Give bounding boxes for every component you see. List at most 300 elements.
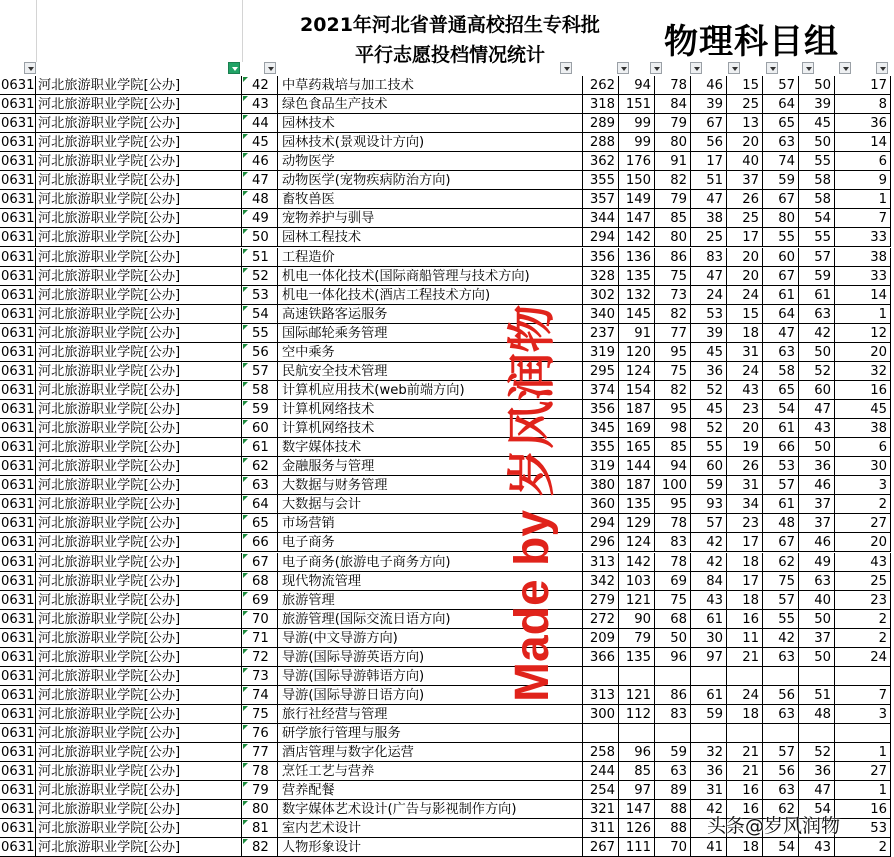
value-cell[interactable]: 45 [691,343,727,362]
value-cell[interactable]: 187 [619,476,655,495]
value-cell[interactable]: 38 [835,419,891,438]
value-cell[interactable]: 63 [799,572,835,591]
value-cell[interactable]: 20 [727,133,763,152]
value-cell[interactable]: 75 [763,572,799,591]
value-cell[interactable]: 16 [727,781,763,800]
value-cell[interactable]: 52 [799,362,835,381]
value-cell[interactable]: 95 [655,343,691,362]
value-cell[interactable]: 61 [763,419,799,438]
major-number-cell[interactable]: 44 [242,114,278,133]
value-cell[interactable] [583,724,619,743]
major-number-cell[interactable]: 45 [242,133,278,152]
filter-dropdown-button[interactable] [650,62,662,74]
value-cell[interactable]: 3 [835,476,891,495]
value-cell[interactable]: 45 [799,114,835,133]
value-cell[interactable]: 33 [835,228,891,247]
value-cell[interactable]: 63 [763,781,799,800]
value-cell[interactable]: 36 [835,114,891,133]
value-cell[interactable]: 25 [727,95,763,114]
major-number-cell[interactable]: 47 [242,171,278,190]
school-cell[interactable]: 河北旅游职业学院[公办] [36,686,242,705]
value-cell[interactable]: 2 [835,629,891,648]
school-cell[interactable]: 河北旅游职业学院[公办] [36,838,242,857]
value-cell[interactable]: 82 [655,171,691,190]
code-cell[interactable]: 0631 [1,459,35,475]
major-name-cell[interactable]: 动物医学 [278,152,583,171]
value-cell[interactable]: 302 [583,286,619,305]
value-cell[interactable]: 30 [835,457,891,476]
value-cell[interactable]: 83 [655,705,691,724]
value-cell[interactable]: 58 [763,362,799,381]
value-cell[interactable]: 38 [835,248,891,267]
value-cell[interactable]: 63 [763,705,799,724]
code-cell[interactable]: 0631 [1,363,35,379]
value-cell[interactable]: 16 [727,610,763,629]
value-cell[interactable]: 61 [763,495,799,514]
value-cell[interactable]: 57 [763,476,799,495]
value-cell[interactable]: 18 [727,838,763,857]
major-name-cell[interactable]: 大数据与会计 [278,495,583,514]
filter-active-button[interactable] [228,62,240,74]
value-cell[interactable]: 356 [583,248,619,267]
value-cell[interactable]: 319 [583,343,619,362]
value-cell[interactable]: 288 [583,133,619,152]
value-cell[interactable]: 91 [655,152,691,171]
school-cell[interactable]: 河北旅游职业学院[公办] [36,400,242,419]
value-cell[interactable]: 63 [763,133,799,152]
code-cell[interactable]: 0631 [1,764,35,780]
value-cell[interactable]: 60 [691,457,727,476]
value-cell[interactable]: 37 [799,514,835,533]
value-cell[interactable]: 55 [799,152,835,171]
value-cell[interactable]: 82 [655,305,691,324]
major-name-cell[interactable]: 营养配餐 [278,781,583,800]
value-cell[interactable]: 21 [727,743,763,762]
value-cell[interactable]: 43 [835,553,891,572]
major-number-cell[interactable]: 64 [242,495,278,514]
value-cell[interactable]: 355 [583,171,619,190]
value-cell[interactable]: 24 [835,648,891,667]
value-cell[interactable]: 57 [691,514,727,533]
code-cell[interactable]: 0631 [1,287,35,303]
value-cell[interactable]: 2 [835,610,891,629]
value-cell[interactable]: 59 [763,171,799,190]
major-name-cell[interactable]: 园林技术 [278,114,583,133]
value-cell[interactable]: 357 [583,190,619,209]
school-cell[interactable]: 河北旅游职业学院[公办] [36,667,242,686]
value-cell[interactable]: 59 [655,743,691,762]
value-cell[interactable]: 61 [763,286,799,305]
school-cell[interactable]: 河北旅游职业学院[公办] [36,724,242,743]
major-number-cell[interactable]: 46 [242,152,278,171]
value-cell[interactable] [619,667,655,686]
value-cell[interactable]: 26 [727,190,763,209]
code-cell[interactable]: 0631 [1,230,35,246]
value-cell[interactable]: 142 [619,228,655,247]
value-cell[interactable]: 24 [727,686,763,705]
filter-dropdown-button[interactable] [560,62,572,74]
school-cell[interactable]: 河北旅游职业学院[公办] [36,305,242,324]
value-cell[interactable]: 19 [727,438,763,457]
value-cell[interactable]: 39 [799,95,835,114]
major-name-cell[interactable]: 电子商务 [278,533,583,552]
value-cell[interactable]: 176 [619,152,655,171]
code-cell[interactable]: 0631 [1,421,35,437]
value-cell[interactable]: 46 [691,76,727,95]
value-cell[interactable]: 88 [655,800,691,819]
value-cell[interactable]: 84 [691,572,727,591]
value-cell[interactable]: 95 [655,495,691,514]
value-cell[interactable]: 80 [763,209,799,228]
filter-dropdown-button[interactable] [617,62,629,74]
value-cell[interactable]: 126 [619,819,655,838]
major-number-cell[interactable]: 77 [242,743,278,762]
value-cell[interactable]: 344 [583,209,619,228]
major-number-cell[interactable]: 66 [242,533,278,552]
value-cell[interactable]: 13 [727,114,763,133]
major-number-cell[interactable]: 56 [242,343,278,362]
major-name-cell[interactable]: 市场营销 [278,514,583,533]
value-cell[interactable]: 75 [655,267,691,286]
major-number-cell[interactable]: 68 [242,572,278,591]
school-cell[interactable]: 河北旅游职业学院[公办] [36,419,242,438]
value-cell[interactable]: 85 [655,209,691,228]
major-name-cell[interactable]: 现代物流管理 [278,572,583,591]
value-cell[interactable]: 295 [583,362,619,381]
value-cell[interactable]: 18 [727,705,763,724]
value-cell[interactable]: 132 [619,286,655,305]
school-cell[interactable]: 河北旅游职业学院[公办] [36,152,242,171]
value-cell[interactable]: 59 [691,476,727,495]
school-cell[interactable]: 河北旅游职业学院[公办] [36,133,242,152]
value-cell[interactable]: 2 [835,838,891,857]
value-cell[interactable]: 43 [727,381,763,400]
major-name-cell[interactable]: 国际邮轮乘务管理 [278,324,583,343]
value-cell[interactable]: 50 [655,629,691,648]
value-cell[interactable]: 311 [583,819,619,838]
value-cell[interactable]: 79 [655,190,691,209]
major-number-cell[interactable]: 82 [242,838,278,857]
value-cell[interactable]: 120 [619,343,655,362]
value-cell[interactable]: 24 [691,286,727,305]
value-cell[interactable]: 135 [619,648,655,667]
value-cell[interactable]: 17 [835,76,891,95]
school-cell[interactable]: 河北旅游职业学院[公办] [36,819,242,838]
value-cell[interactable]: 51 [799,686,835,705]
code-cell[interactable]: 0631 [1,821,35,837]
major-number-cell[interactable]: 79 [242,781,278,800]
school-cell[interactable]: 河北旅游职业学院[公办] [36,267,242,286]
value-cell[interactable]: 75 [655,591,691,610]
school-cell[interactable]: 河北旅游职业学院[公办] [36,591,242,610]
major-number-cell[interactable]: 43 [242,95,278,114]
code-cell[interactable]: 0631 [1,135,35,151]
value-cell[interactable]: 48 [763,514,799,533]
major-name-cell[interactable]: 计算机网络技术 [278,419,583,438]
school-cell[interactable]: 河北旅游职业学院[公办] [36,248,242,267]
value-cell[interactable]: 142 [619,553,655,572]
value-cell[interactable]: 96 [619,743,655,762]
value-cell[interactable]: 86 [655,248,691,267]
value-cell[interactable]: 85 [619,762,655,781]
value-cell[interactable]: 209 [583,629,619,648]
code-cell[interactable]: 0631 [1,840,35,856]
value-cell[interactable]: 16 [835,381,891,400]
value-cell[interactable]: 356 [583,400,619,419]
major-name-cell[interactable]: 室内艺术设计 [278,819,583,838]
value-cell[interactable]: 18 [727,324,763,343]
value-cell[interactable]: 68 [655,610,691,629]
value-cell[interactable]: 34 [727,495,763,514]
value-cell[interactable]: 319 [583,457,619,476]
value-cell[interactable]: 36 [691,762,727,781]
major-name-cell[interactable]: 工程造价 [278,248,583,267]
school-cell[interactable]: 河北旅游职业学院[公办] [36,648,242,667]
value-cell[interactable]: 135 [619,495,655,514]
value-cell[interactable]: 17 [691,152,727,171]
value-cell[interactable]: 345 [583,419,619,438]
value-cell[interactable]: 43 [799,838,835,857]
value-cell[interactable]: 294 [583,228,619,247]
value-cell[interactable]: 51 [691,171,727,190]
major-number-cell[interactable]: 73 [242,667,278,686]
code-cell[interactable]: 0631 [1,783,35,799]
value-cell[interactable]: 25 [727,209,763,228]
value-cell[interactable]: 20 [727,419,763,438]
value-cell[interactable]: 40 [727,152,763,171]
major-number-cell[interactable]: 60 [242,419,278,438]
value-cell[interactable]: 67 [763,190,799,209]
value-cell[interactable]: 36 [799,762,835,781]
value-cell[interactable]: 23 [835,591,891,610]
value-cell[interactable]: 7 [835,686,891,705]
value-cell[interactable]: 149 [619,190,655,209]
code-cell[interactable]: 0631 [1,535,35,551]
filter-dropdown-button[interactable] [264,62,276,74]
value-cell[interactable]: 80 [655,133,691,152]
value-cell[interactable]: 20 [835,343,891,362]
value-cell[interactable]: 321 [583,800,619,819]
value-cell[interactable]: 42 [799,324,835,343]
value-cell[interactable]: 151 [619,95,655,114]
major-name-cell[interactable]: 研学旅行管理与服务 [278,724,583,743]
value-cell[interactable]: 50 [799,648,835,667]
value-cell[interactable]: 30 [691,629,727,648]
value-cell[interactable]: 124 [619,362,655,381]
school-cell[interactable]: 河北旅游职业学院[公办] [36,572,242,591]
value-cell[interactable]: 67 [691,114,727,133]
value-cell[interactable]: 300 [583,705,619,724]
code-cell[interactable]: 0631 [1,726,35,742]
major-number-cell[interactable]: 65 [242,514,278,533]
value-cell[interactable]: 54 [763,400,799,419]
value-cell[interactable]: 48 [799,705,835,724]
code-cell[interactable]: 0631 [1,478,35,494]
value-cell[interactable]: 97 [619,781,655,800]
value-cell[interactable]: 33 [835,267,891,286]
code-cell[interactable]: 0631 [1,344,35,360]
value-cell[interactable]: 2 [835,495,891,514]
code-cell[interactable]: 0631 [1,668,35,684]
major-name-cell[interactable]: 导游(国际导游日语方向) [278,686,583,705]
value-cell[interactable]: 59 [799,267,835,286]
value-cell[interactable]: 11 [727,629,763,648]
filter-dropdown-button[interactable] [728,62,740,74]
school-cell[interactable]: 河北旅游职业学院[公办] [36,438,242,457]
value-cell[interactable]: 78 [655,76,691,95]
major-number-cell[interactable]: 53 [242,286,278,305]
value-cell[interactable]: 37 [799,629,835,648]
major-name-cell[interactable]: 空中乘务 [278,343,583,362]
value-cell[interactable]: 56 [763,762,799,781]
major-number-cell[interactable]: 72 [242,648,278,667]
value-cell[interactable]: 289 [583,114,619,133]
value-cell[interactable]: 55 [763,610,799,629]
code-cell[interactable]: 0631 [1,249,35,265]
value-cell[interactable]: 9 [835,171,891,190]
value-cell[interactable]: 50 [799,133,835,152]
school-cell[interactable]: 河北旅游职业学院[公办] [36,629,242,648]
value-cell[interactable]: 84 [655,95,691,114]
school-cell[interactable]: 河北旅游职业学院[公办] [36,762,242,781]
value-cell[interactable]: 121 [619,591,655,610]
value-cell[interactable]: 56 [763,686,799,705]
value-cell[interactable]: 366 [583,648,619,667]
value-cell[interactable]: 39 [691,324,727,343]
major-name-cell[interactable]: 畜牧兽医 [278,190,583,209]
code-cell[interactable]: 0631 [1,649,35,665]
value-cell[interactable]: 50 [799,76,835,95]
school-cell[interactable]: 河北旅游职业学院[公办] [36,228,242,247]
value-cell[interactable]: 36 [691,362,727,381]
value-cell[interactable]: 65 [763,114,799,133]
value-cell[interactable]: 17 [727,533,763,552]
value-cell[interactable]: 46 [799,476,835,495]
value-cell[interactable]: 78 [655,553,691,572]
value-cell[interactable]: 154 [619,381,655,400]
value-cell[interactable]: 267 [583,838,619,857]
school-cell[interactable]: 河北旅游职业学院[公办] [36,114,242,133]
major-number-cell[interactable]: 78 [242,762,278,781]
value-cell[interactable]: 32 [835,362,891,381]
value-cell[interactable]: 17 [727,228,763,247]
value-cell[interactable]: 62 [763,553,799,572]
value-cell[interactable]: 89 [655,781,691,800]
filter-dropdown-button[interactable] [876,62,888,74]
major-name-cell[interactable]: 高速铁路客运服务 [278,305,583,324]
value-cell[interactable]: 129 [619,514,655,533]
value-cell[interactable] [763,724,799,743]
major-name-cell[interactable]: 宠物养护与驯导 [278,209,583,228]
value-cell[interactable]: 313 [583,686,619,705]
major-number-cell[interactable]: 61 [242,438,278,457]
code-cell[interactable]: 0631 [1,630,35,646]
value-cell[interactable]: 45 [691,400,727,419]
value-cell[interactable]: 42 [763,629,799,648]
value-cell[interactable]: 24 [727,362,763,381]
value-cell[interactable]: 88 [655,819,691,838]
value-cell[interactable]: 145 [619,305,655,324]
major-name-cell[interactable]: 旅游管理 [278,591,583,610]
major-number-cell[interactable]: 81 [242,819,278,838]
major-name-cell[interactable]: 民航安全技术管理 [278,362,583,381]
value-cell[interactable]: 61 [691,686,727,705]
value-cell[interactable]: 95 [655,400,691,419]
school-cell[interactable]: 河北旅游职业学院[公办] [36,476,242,495]
major-number-cell[interactable]: 48 [242,190,278,209]
code-cell[interactable]: 0631 [1,154,35,170]
value-cell[interactable]: 55 [799,228,835,247]
value-cell[interactable]: 58 [799,190,835,209]
value-cell[interactable]: 121 [619,686,655,705]
value-cell[interactable]: 1 [835,781,891,800]
major-name-cell[interactable]: 园林技术(景观设计方向) [278,133,583,152]
value-cell[interactable]: 94 [655,457,691,476]
code-cell[interactable]: 0631 [1,802,35,818]
value-cell[interactable]: 38 [691,209,727,228]
value-cell[interactable]: 103 [619,572,655,591]
major-number-cell[interactable]: 58 [242,381,278,400]
value-cell[interactable]: 47 [799,400,835,419]
value-cell[interactable] [763,667,799,686]
value-cell[interactable]: 360 [583,495,619,514]
value-cell[interactable]: 8 [835,95,891,114]
major-name-cell[interactable]: 旅游管理(国际交流日语方向) [278,610,583,629]
major-name-cell[interactable]: 绿色食品生产技术 [278,95,583,114]
value-cell[interactable]: 136 [619,248,655,267]
value-cell[interactable]: 169 [619,419,655,438]
major-name-cell[interactable]: 园林工程技术 [278,228,583,247]
school-cell[interactable]: 河北旅游职业学院[公办] [36,190,242,209]
value-cell[interactable]: 279 [583,591,619,610]
value-cell[interactable]: 47 [799,781,835,800]
value-cell[interactable]: 31 [691,781,727,800]
filter-dropdown-button[interactable] [766,62,778,74]
value-cell[interactable]: 85 [655,438,691,457]
value-cell[interactable]: 70 [655,838,691,857]
major-number-cell[interactable]: 69 [242,591,278,610]
major-number-cell[interactable]: 52 [242,267,278,286]
value-cell[interactable]: 79 [655,114,691,133]
school-cell[interactable]: 河北旅游职业学院[公办] [36,743,242,762]
value-cell[interactable]: 99 [619,114,655,133]
value-cell[interactable]: 37 [799,495,835,514]
value-cell[interactable] [655,724,691,743]
value-cell[interactable]: 78 [655,514,691,533]
value-cell[interactable] [799,724,835,743]
value-cell[interactable]: 52 [691,419,727,438]
value-cell[interactable]: 74 [763,152,799,171]
value-cell[interactable]: 55 [763,228,799,247]
value-cell[interactable]: 46 [799,533,835,552]
major-name-cell[interactable]: 人物形象设计 [278,838,583,857]
value-cell[interactable]: 54 [763,838,799,857]
major-name-cell[interactable]: 烹饪工艺与营养 [278,762,583,781]
value-cell[interactable]: 82 [655,381,691,400]
school-cell[interactable]: 河北旅游职业学院[公办] [36,781,242,800]
value-cell[interactable]: 73 [655,286,691,305]
value-cell[interactable]: 150 [619,171,655,190]
major-number-cell[interactable]: 49 [242,209,278,228]
value-cell[interactable]: 41 [691,838,727,857]
value-cell[interactable]: 57 [799,248,835,267]
major-number-cell[interactable]: 71 [242,629,278,648]
filter-dropdown-button[interactable] [690,62,702,74]
code-cell[interactable]: 0631 [1,116,35,132]
code-cell[interactable]: 0631 [1,497,35,513]
value-cell[interactable]: 31 [727,343,763,362]
major-name-cell[interactable]: 中草药栽培与加工技术 [278,76,583,95]
